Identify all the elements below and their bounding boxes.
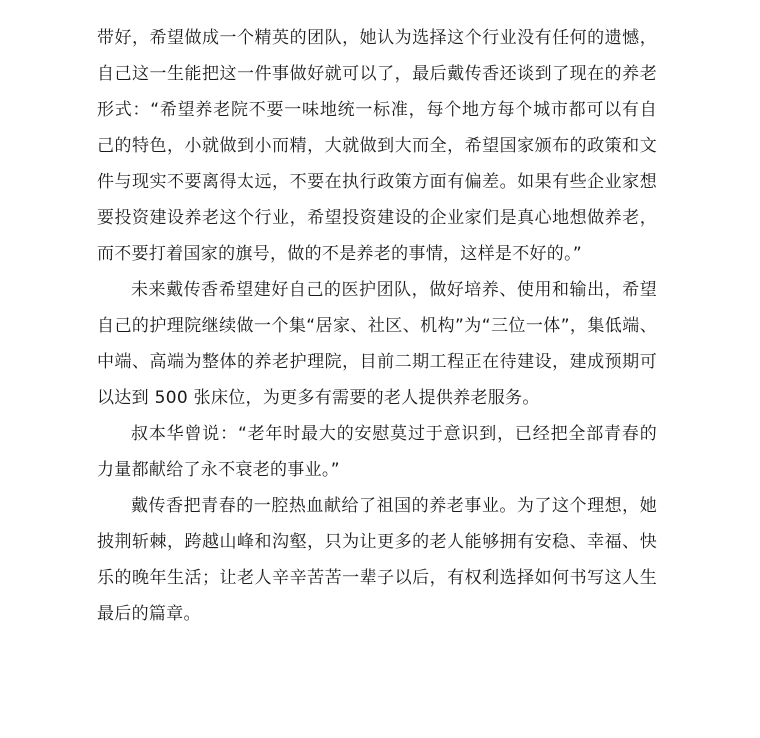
paragraph-1: 带好，希望做成一个精英的团队，她认为选择这个行业没有任何的遗憾，自己这一生能把这一件事做好就可以了，最后戴传香还谈到了现在的养老形式：“希望养老院不要一味地统一标准，每个地方每个城市都可以有自己的特色，小就做到小而精，大就做到大而全，希望国家颁布的政策和文件与现实不要离得太远，不要在执行政策方面有偏差。如果有些企业家想要投资建设养老这个行业，希望投资建设的企业家们是真心地想做养老，而不要打着国家的旗号，做的不是养老的事情，这样是不好的。” bbox=[97, 28, 657, 264]
paragraph-2: 未来戴传香希望建好自己的医护团队，做好培养、使用和输出，希望自己的护理院继续做一个集“居家、社区、机构”为“三位一体”，集低端、中端、高端为整体的养老护理院，目前二期工程正在待建设，建成预期可以达到 500 张床位，为更多有需要的老人提供养老服务。 bbox=[97, 280, 657, 408]
document-page bbox=[97, 20, 657, 632]
paragraph-4: 戴传香把青春的一腔热血献给了祖国的养老事业。为了这个理想，她披荆斩棘，跨越山峰和沟壑，只为让更多的老人能够拥有安稳、幸福、快乐的晚年生活；让老人辛辛苦苦一辈子以后，有权利选择如何书写这人生最后的篇章。 bbox=[97, 496, 657, 624]
paragraph-3: 叔本华曾说：“老年时最大的安慰莫过于意识到，已经把全部青春的力量都献给了永不衰老的事业。” bbox=[97, 424, 657, 480]
